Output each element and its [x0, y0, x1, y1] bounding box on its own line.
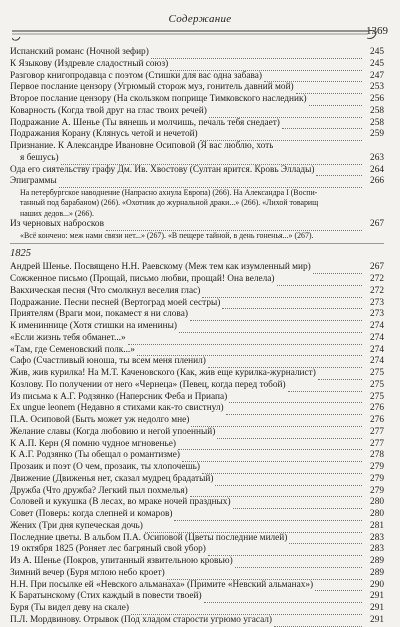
leader-dots: [128, 336, 362, 345]
toc-entry: П.А. Осиповой (Быть может уж недолго мне) 276: [10, 415, 384, 426]
toc-page-number: 290: [370, 579, 384, 590]
leader-dots: [217, 430, 362, 439]
toc-entry: К А.Г. Родзянко (Ты обещал о романтизме) 278: [10, 450, 384, 461]
drafts-sub: «Всё кончено: меж нами связи нет...» (267). «В пещере тайной, в день гоненья...» (267).: [20, 230, 314, 240]
toc-entry: Подражание. Песни песней (Вертоград моей сестры) 273: [10, 297, 384, 308]
leader-dots: [202, 465, 362, 474]
toc-page-number: 245: [370, 47, 384, 57]
toc-entry: Первое послание цензору (Угрюмый сторож муз, гонитель давний мой) 253: [10, 82, 384, 93]
toc-page-number: 279: [370, 473, 384, 484]
toc-entry: Н.Н. При посылке ей «Невского альманаха» (Примите «Невский альманах») 290: [10, 579, 384, 590]
toc-page-number: 273: [370, 309, 384, 320]
toc-entry: Подражание А. Шенье (Ты вянешь и молчишь, печаль тебя снедает) 258: [10, 117, 384, 128]
epigram-sub-2: танный под барабаном) (266). «Охотник до журнальной драки...» (266). «Лихой товарищ: [20, 198, 319, 208]
running-title: Содержание: [168, 13, 232, 25]
leader-dots: [226, 406, 362, 415]
toc-page-number: 279: [370, 462, 384, 473]
toc-entry: Желание славы (Когда любовию и негой упоенный) 277: [10, 426, 384, 437]
toc-page-number: 276: [370, 415, 384, 426]
toc-entry: «Там, где Семеновский полк...» 274: [10, 344, 384, 355]
leader-dots: [151, 50, 362, 59]
leader-dots: [289, 535, 362, 544]
toc-page-number: 291: [370, 614, 384, 625]
leader-dots: [190, 488, 362, 497]
epigram-sub-1: На петербургское наводнение (Напрасно ахнула Европа) (266). На Александра I (Воспи-: [20, 188, 318, 197]
toc-page-number: 278: [370, 450, 384, 461]
header-ornament: [12, 28, 388, 42]
leader-dots: [167, 571, 362, 580]
year-heading: 1825: [10, 248, 31, 260]
toc-page-number: 279: [370, 485, 384, 496]
toc-page-number: 274: [370, 356, 384, 367]
toc-entry: Коварность (Когда твой друг на глас твоих речей) 258: [10, 105, 384, 116]
toc-page-number: 256: [370, 94, 384, 104]
toc-page-number: 275: [370, 379, 384, 390]
toc-entry: Эпиграммы 266: [10, 176, 384, 187]
toc-entry: Вакхическая песня (Что смолкнул веселия глас) 272: [10, 285, 384, 296]
toc-entry: Зимний вечер (Буря мглою небо кроет) 289: [10, 567, 384, 578]
toc-entry: Второе послание цензору (На скользком поприще Тимковского наследник) 256: [10, 94, 384, 104]
toc-page-number: 283: [370, 532, 384, 543]
leader-dots: [174, 512, 362, 521]
toc-entry-drafts: Из черновых набросков 267: [10, 219, 384, 230]
leader-dots: [145, 524, 362, 533]
leader-dots: [264, 73, 362, 82]
leader-dots: [202, 289, 362, 298]
toc-entry: Последние цветы. В альбом П.А. Осиповой (Цветы последние милей) 283: [10, 532, 384, 543]
toc-entry: Из письма к А.Г. Родзянко (Наперсник Феба и Приапа) 275: [10, 391, 384, 402]
toc-entry: Дружба (Что дружба? Легкий пыл похмелья) 279: [10, 485, 384, 496]
toc-page-number: 274: [370, 344, 384, 355]
toc-page-number: 291: [370, 603, 384, 614]
leader-dots: [137, 347, 362, 356]
toc-entry: Из А. Шенье (Покров, упитанный язвительною кровью) 289: [10, 556, 384, 567]
leader-dots: [182, 453, 362, 462]
leader-dots: [178, 441, 362, 450]
leader-dots: [190, 312, 362, 321]
toc-page-number: 272: [370, 285, 384, 296]
leader-dots: [282, 120, 362, 129]
toc-page-number: 280: [370, 509, 384, 520]
toc-page-number: 258: [370, 105, 384, 116]
toc-entry: К имениннице (Хотя стишки на именины) 274: [10, 321, 384, 332]
toc-entry: Жив, жив курилка! На М.Т. Каченовского (Как, жив еще курилка-журналист) 275: [10, 368, 384, 379]
toc-entry: Андрей Шенье. Посвящено Н.Н. Раевскому (Меж тем как изумленный мир) 267: [10, 262, 384, 273]
toc-entry: Испанский романс (Ночной зефир) 245: [10, 47, 384, 57]
leader-dots: [59, 179, 362, 188]
leader-dots: [208, 359, 362, 368]
toc-entry: Соловей и кукушка (В лесах, во мраке ночей праздных) 280: [10, 497, 384, 508]
leader-dots: [222, 300, 362, 309]
toc-entry: Сафо (Счастливый юноша, ты всем меня пленил) 274: [10, 356, 384, 367]
toc-page-number: 259: [370, 129, 384, 140]
toc-entry: «Если жизнь тебя обманет...» 274: [10, 332, 384, 343]
contents-list: [10, 47, 384, 627]
toc-entry: Подражания Корану (Клянусь четой и нечетой) 259: [10, 129, 384, 140]
leader-dots: [229, 394, 362, 403]
toc-page-number: 266: [370, 176, 384, 187]
leader-dots: [318, 371, 362, 380]
epigram-sub-3: наших дедов...» (266).: [20, 208, 94, 218]
toc-page-number: 273: [370, 297, 384, 308]
toc-entry: Жених (Три дня купеческая дочь) 281: [10, 520, 384, 531]
toc-page-number: 245: [370, 58, 384, 69]
leader-dots: [170, 62, 362, 71]
toc-page-number: 258: [370, 117, 384, 128]
toc-page-number: 277: [370, 426, 384, 437]
toc-entry: Козлову. По получении от него «Чернеца» (Певец, когда перед тобой) 275: [10, 379, 384, 390]
toc-entry: Движение (Движенья нет, сказал мудрец брадатый) 279: [10, 473, 384, 484]
toc-entry: Сожженное письмо (Прощай, письмо любви, прощай! Она велела) 272: [10, 274, 384, 285]
toc-page-number: 283: [370, 544, 384, 555]
leader-dots: [131, 606, 362, 615]
section-divider: [10, 243, 384, 244]
leader-dots: [274, 618, 362, 627]
toc-page-number: 253: [370, 82, 384, 93]
toc-page-number: 264: [370, 164, 384, 175]
leader-dots: [233, 500, 362, 509]
leader-dots: [208, 547, 362, 556]
toc-entry: Приятелям (Враги мои, покамест я ни слова) 273: [10, 309, 384, 320]
toc-page-number: 289: [370, 567, 384, 578]
toc-page-number: 289: [370, 556, 384, 567]
toc-entry: Ода его сиятельству графу Дм. Ив. Хвостову (Султан ярится. Кровь Эллады) 264: [10, 164, 384, 175]
leader-dots: [288, 383, 362, 392]
toc-entry: Ex ungue leonem (Недавно я стихами как-то свистнул) 276: [10, 403, 384, 414]
leader-dots: [309, 97, 362, 106]
toc-page-number: 275: [370, 368, 384, 379]
leader-dots: [209, 109, 362, 118]
toc-entry: К Баратынскому (Стих каждый в повести твоей) 291: [10, 591, 384, 602]
leader-dots: [316, 167, 362, 176]
leader-dots: [215, 477, 362, 486]
toc-page-number: 276: [370, 403, 384, 414]
toc-entry: Совет (Поверь: когда слепней и комаров) 280: [10, 509, 384, 520]
leader-dots: [191, 418, 362, 427]
toc-entry: 19 октября 1825 (Роняет лес багряный свой убор) 283: [10, 544, 384, 555]
toc-page-number: 267: [370, 262, 384, 273]
toc-page-number: 272: [370, 274, 384, 285]
toc-page-number: 247: [370, 70, 384, 81]
toc-entry: Прозаик и поэт (О чем, прозаик, ты хлопочешь) 279: [10, 462, 384, 473]
toc-entry-osipova: я бешусь) 263: [20, 152, 384, 163]
leader-dots: [179, 324, 362, 333]
toc-page-number: 280: [370, 497, 384, 508]
leader-dots: [296, 85, 362, 94]
toc-entry: Разговор книгопродавца с поэтом (Стишки для вас одна забава) 247: [10, 70, 384, 81]
toc-entry: Буря (Ты видел деву на скале) 291: [10, 603, 384, 614]
page-header: [0, 0, 400, 40]
leader-dots: [277, 277, 362, 286]
toc-entry: К А.П. Керн (Я помню чудное мгновенье) 277: [10, 438, 384, 449]
toc-page-number: 274: [370, 321, 384, 332]
leader-dots: [235, 559, 362, 568]
toc-page-number: 275: [370, 391, 384, 402]
leader-dots: [315, 582, 362, 591]
leader-dots: [200, 132, 362, 141]
toc-entry: К Языкову (Издревле сладостный союз) 245: [10, 58, 384, 69]
toc-page-number: 274: [370, 332, 384, 343]
toc-page-number: 281: [370, 520, 384, 531]
toc-page-number: 291: [370, 591, 384, 602]
toc-entry: П.Л. Мордвинову. Отрывок (Под хладом старости угрюмо угасал) 291: [10, 614, 384, 625]
toc-page-number: 277: [370, 438, 384, 449]
leader-dots: [204, 594, 362, 603]
leader-dots: [313, 265, 362, 274]
page-number: 1369: [366, 25, 388, 37]
toc-entry-osipova-line1: Признание. К Александре Ивановне Осиповой (Я вас люблю, хоть: [10, 141, 274, 151]
